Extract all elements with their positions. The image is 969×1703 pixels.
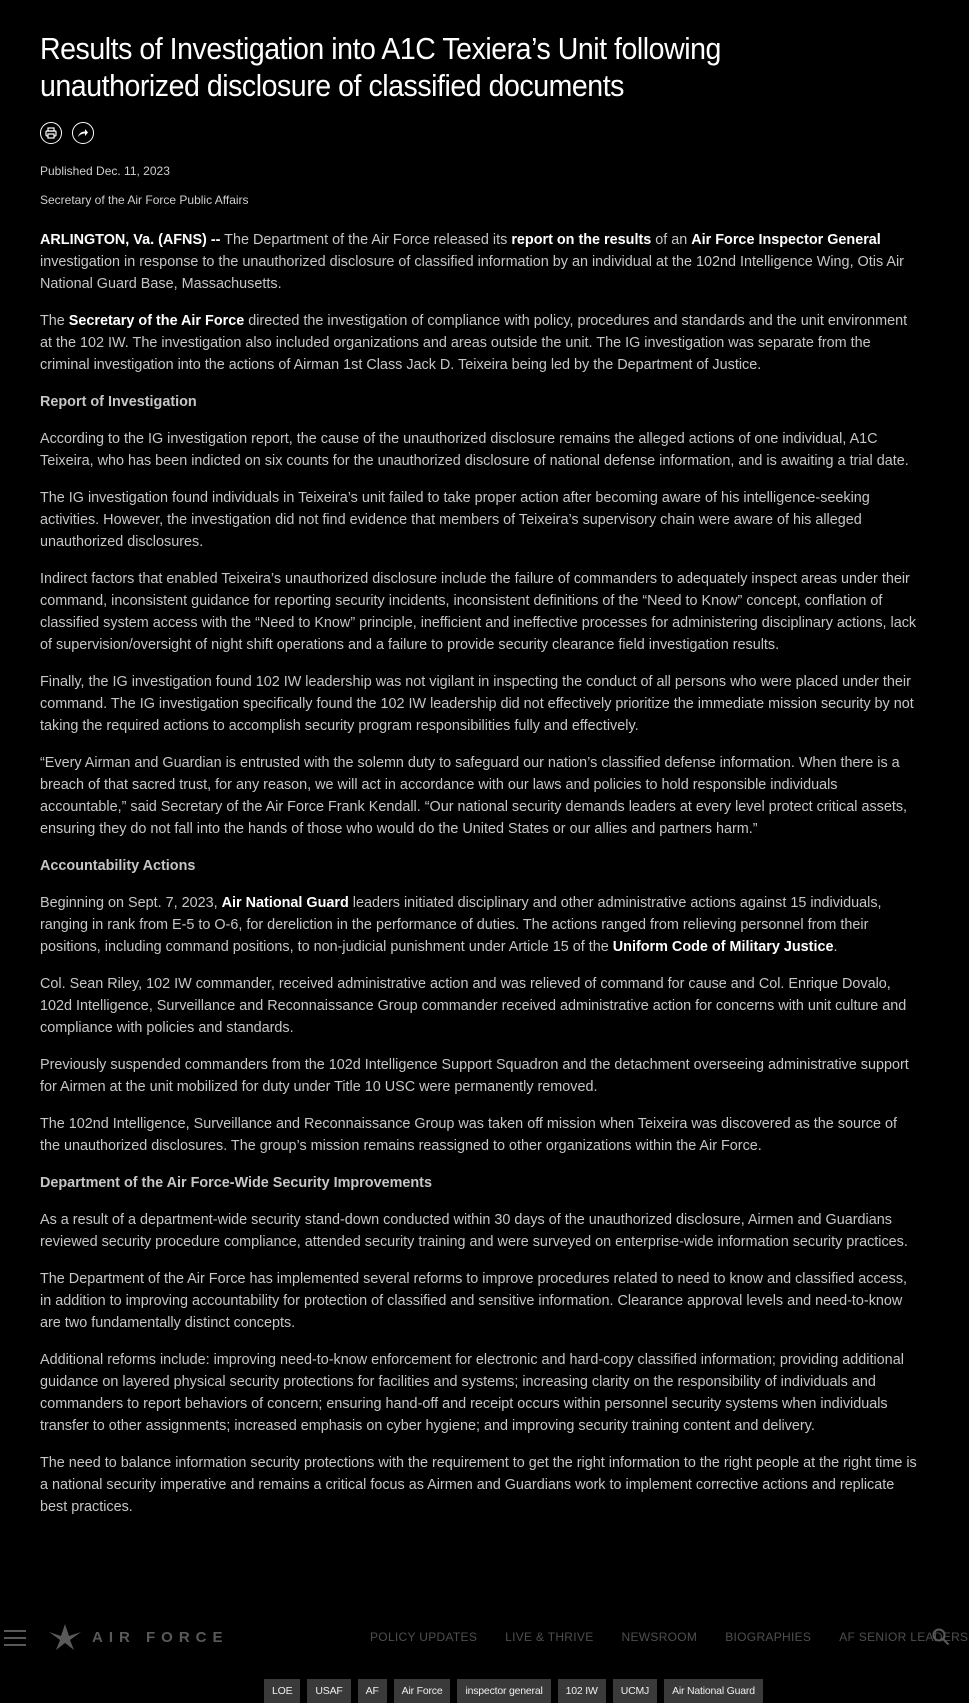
page-title: Results of Investigation into A1C Texiera’s Unit following unauthorized disclosure of classified documents <box>40 31 721 103</box>
tag[interactable]: AF <box>358 1679 387 1703</box>
paragraph: Col. Sean Riley, 102 IW commander, received administrative action and was relieved of command for cause and Col. Enrique Dovalo, 102d Intelligence, Surveillance and Reconnaissance Group commander received administrative action for concerns with unit culture and compliance with policies and standards. <box>40 976 907 1036</box>
dateline: ARLINGTON, Va. (AFNS) -- <box>40 232 221 248</box>
site-nav-bar <box>0 1618 969 1656</box>
tag-list <box>264 1679 763 1703</box>
nav-newsroom[interactable]: NEWSROOM <box>621 1630 698 1644</box>
ucmj-link[interactable]: Uniform Code of Military Justice <box>612 939 834 955</box>
tag[interactable]: USAF <box>307 1679 350 1703</box>
section-heading-accountability: Accountability Actions <box>40 858 196 874</box>
inspector-general-link[interactable]: Air Force Inspector General <box>691 232 881 248</box>
nav-senior-leaders[interactable]: AF SENIOR LEADERS <box>839 1630 969 1644</box>
menu-icon[interactable] <box>4 1630 26 1651</box>
tag[interactable]: 102 IW <box>558 1679 606 1703</box>
paragraph: Previously suspended commanders from the 102d Intelligence Support Squadron and the detachment overseeing administrative support for Airmen at the unit mobilized for duty under Title 10 USC were permanently removed. <box>40 1057 909 1095</box>
published-date: Published Dec. 11, 2023 <box>40 164 170 178</box>
section-heading-report: Report of Investigation <box>40 394 197 410</box>
paragraph: ARLINGTON, Va. (AFNS) -- The Department of the Air Force released its report on the results of an Air Force Inspector General investigation in response to the unauthorized disclosure of classified information by an individual at the 102nd Intelligence Wing, Otis Air National Guard Base, Massachusetts. <box>40 232 904 292</box>
section-heading-security: Department of the Air Force-Wide Security Improvements <box>40 1175 432 1191</box>
paragraph: “Every Airman and Guardian is entrusted with the solemn duty to safeguard our nation’s classified defense information. When there is a breach of that sacred trust, for any reason, we will act in accordance with our laws and policies to hold responsible individuals accountable,” said Secretary of the Air Force Frank Kendall. “Our national security demands leaders at every level protect critical assets, ensuring they do not fall into the hands of those who would do the United States or our allies and partners harm.” <box>40 755 908 837</box>
report-link[interactable]: report on the results <box>511 232 652 248</box>
paragraph: The Department of the Air Force has implemented several reforms to improve procedures related to need to know and classified access, in addition to improving accountability for protection of classified and sensitive information. Clearance approval levels and need-to-know are two fundamentally distinct concepts. <box>40 1271 908 1331</box>
article <box>40 30 920 1533</box>
paragraph: Indirect factors that enabled Teixeira’s unauthorized disclosure include the failure of commanders to adequately inspect areas under their command, inconsistent guidance for reporting security incidents, inconsistent definitions of the “Need to Know” concept, conflation of classified system access with the “Need to Know” principle, inefficient and ineffective processes for administering disciplinary actions, lack of supervision/oversight of night shift operations and a failure to provide security clearance field investigation results. <box>40 571 917 653</box>
paragraph: Beginning on Sept. 7, 2023, Air National Guard leaders initiated disciplinary and other administrative actions against 15 individuals, ranging in rank from E-5 to O-6, for dereliction in the performance of duties. The actions ranged from relieving personnel from their positions, including command positions, to non-judicial punishment under Article 15 of the Uniform Code of Military Justice. <box>40 895 882 955</box>
paragraph: The need to balance information security protections with the requirement to get the right information to the right people at the right time is a national security imperative and remains a critical focus as Airmen and Guardians work to implement corrective actions and replicate best practices. <box>40 1455 917 1515</box>
article-body <box>40 229 920 1518</box>
article-source: Secretary of the Air Force Public Affairs <box>40 193 249 207</box>
print-button[interactable] <box>40 122 62 144</box>
tag[interactable]: LOE <box>264 1679 300 1703</box>
share-icon <box>77 127 89 139</box>
print-icon <box>45 127 57 139</box>
paragraph: Finally, the IG investigation found 102 IW leadership was not vigilant in inspecting the conduct of all persons who were placed under their command. The IG investigation specifically found the 102 IW leadership did not effectively prioritize the immediate mission security by not taking the required actions to accomplish security program responsibilities fully and effectively. <box>40 674 914 734</box>
paragraph: According to the IG investigation report, the cause of the unauthorized disclosure remains the alleged actions of one individual, A1C Teixeira, who has been indicted on six counts for the unauthorized disclosure of national defense information, and is awaiting a trial date. <box>40 431 909 469</box>
tag[interactable]: UCMJ <box>613 1679 657 1703</box>
ang-link[interactable]: Air National Guard <box>221 895 349 911</box>
share-button[interactable] <box>72 122 94 144</box>
paragraph: Additional reforms include: improving need-to-know enforcement for electronic and hard-copy classified information; providing additional guidance on layered physical security protections for facilities and systems; increasing clarity on the responsibility of individuals and commanders to report behaviors of concern; ensuring hand-off and receipt occurs within personnel security systems when individuals transfer to other assignments; increased emphasis on cyber hygiene; and improving security training content and delivery. <box>40 1352 904 1434</box>
search-icon[interactable] <box>932 1628 950 1646</box>
paragraph: The 102nd Intelligence, Surveillance and Reconnaissance Group was taken off mission when Teixeira was discovered as the source of the unauthorized disclosures. The group’s mission remains reassigned to other organizations within the Air Force. <box>40 1116 898 1154</box>
tag[interactable]: Air National Guard <box>664 1679 763 1703</box>
air-force-logo[interactable] <box>48 1622 229 1652</box>
paragraph: The IG investigation found individuals in Teixeira’s unit failed to take proper action after becoming aware of his intelligence-seeking activities. However, the investigation did not find evidence that members of Teixeira’s supervisory chain were aware of his alleged unauthorized disclosures. <box>40 490 870 550</box>
tag[interactable]: inspector general <box>457 1679 550 1703</box>
paragraph: As a result of a department-wide security stand-down conducted within 30 days of the unauthorized disclosure, Airmen and Guardians reviewed security procedure compliance, attended security training and were surveyed on enterprise-wide information security practices. <box>40 1212 908 1250</box>
nav-live-thrive[interactable]: LIVE & THRIVE <box>505 1630 594 1644</box>
nav-policy-updates[interactable]: POLICY UPDATES <box>370 1630 478 1644</box>
logo-text: AIR FORCE <box>92 1628 229 1646</box>
nav-biographies[interactable]: BIOGRAPHIES <box>725 1630 812 1644</box>
paragraph: The Secretary of the Air Force directed the investigation of compliance with policy, procedures and standards and the unit environment at the 102 IW. The investigation also included organizations and areas outside the unit. The IG investigation was separate from the criminal investigation into the actions of Airman 1st Class Jack D. Teixeira being led by the Department of Justice. <box>40 313 908 373</box>
secaf-link[interactable]: Secretary of the Air Force <box>68 313 245 329</box>
article-actions <box>40 122 920 144</box>
nav-links <box>370 1630 968 1644</box>
tag[interactable]: Air Force <box>394 1679 451 1703</box>
air-force-wings-icon <box>48 1622 82 1652</box>
